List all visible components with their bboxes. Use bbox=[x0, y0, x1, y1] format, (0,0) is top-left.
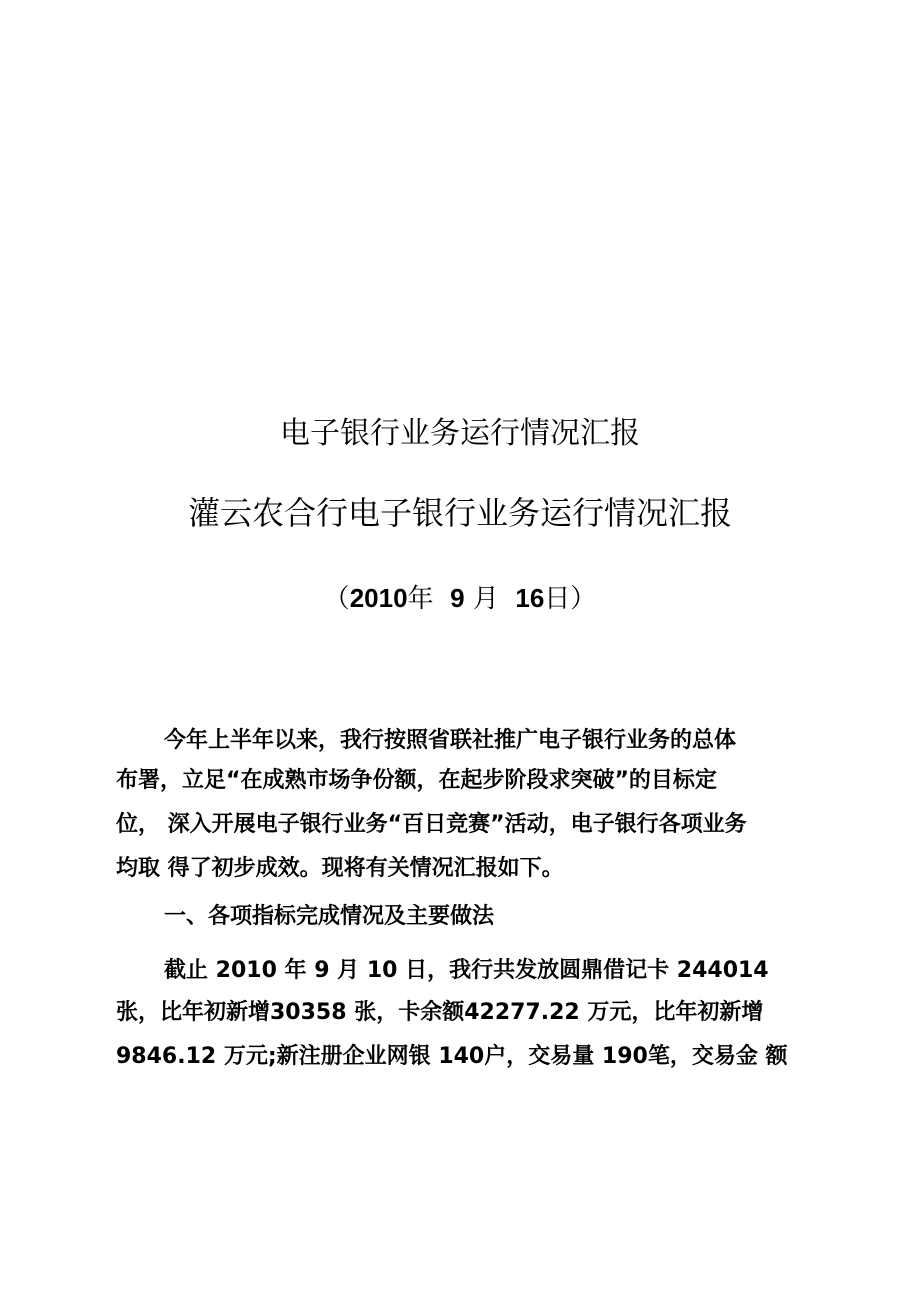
date-close-paren: ） bbox=[570, 584, 597, 614]
report-date bbox=[0, 580, 920, 617]
date-year: 2010 bbox=[349, 583, 408, 613]
body-line: 均取 得了初步成效。现将有关情况汇报如下。 bbox=[116, 856, 564, 881]
date-day: 16 bbox=[515, 583, 545, 613]
body-line: 布署，立足“在成熟市场争份额，在起步阶段求突破”的目标定 bbox=[116, 768, 717, 793]
date-year-unit: 年 bbox=[407, 584, 434, 614]
body-line: 位， 深入开展电子银行业务“百日竞赛”活动，电子银行各项业务 bbox=[116, 812, 747, 837]
section-heading: 一、各项指标完成情况及主要做法 bbox=[164, 904, 495, 929]
body-line: 9846.12 万元;新注册企业网银 140户，交易量 190笔，交易金 额 bbox=[116, 1044, 788, 1069]
body-line: 截止 2010 年 9 月 10 日，我行共发放圆鼎借记卡 244014 bbox=[164, 958, 769, 983]
document-title: 电子银行业务运行情况汇报 bbox=[280, 416, 640, 451]
body-line: 今年上半年以来，我行按照省联社推广电子银行业务的总体 bbox=[164, 728, 737, 753]
document-subtitle: 灌云农合行电子银行业务运行情况汇报 bbox=[187, 494, 732, 532]
body-line: 张，比年初新增30358 张，卡余额42277.22 万元，比年初新增 bbox=[116, 1000, 764, 1025]
date-day-unit: 日 bbox=[544, 584, 571, 614]
date-open-paren: （ bbox=[323, 584, 350, 614]
date-month-unit: 月 bbox=[472, 584, 499, 614]
date-month: 9 bbox=[450, 583, 465, 613]
